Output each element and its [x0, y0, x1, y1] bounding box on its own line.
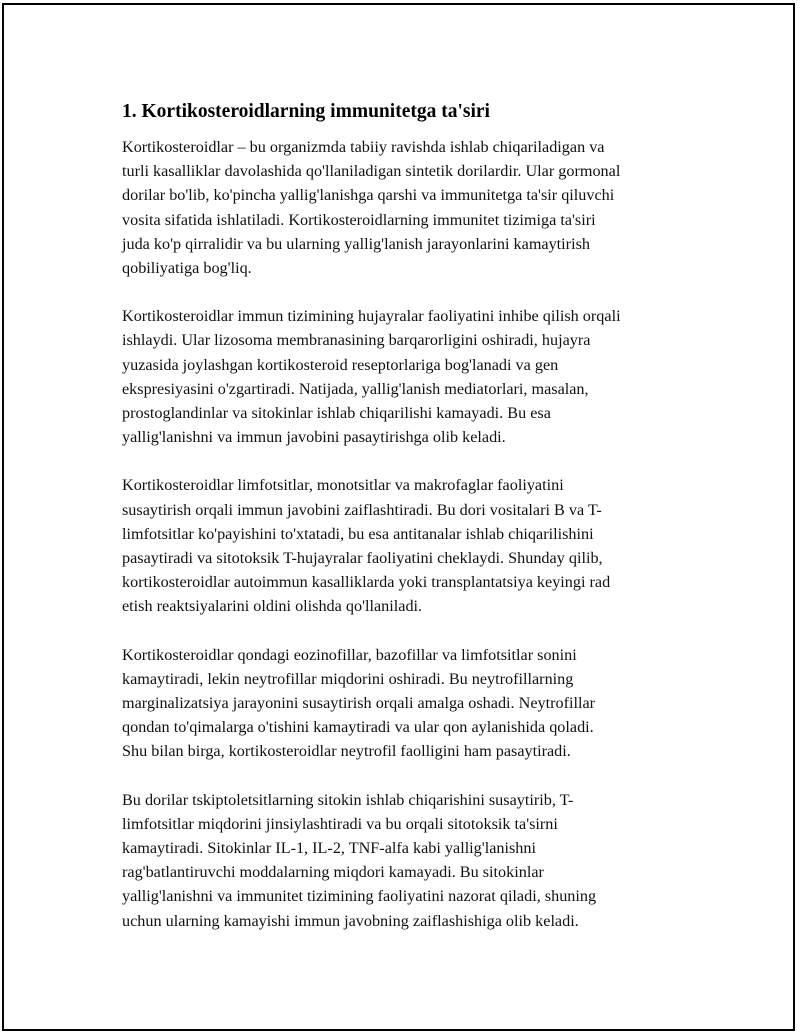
paragraph-line: pasaytiradi va sitotoksik T-hujayralar faoliyatini cheklaydi. Shunday qilib,: [122, 549, 603, 568]
paragraph-line: Kortikosteroidlar limfotsitlar, monotsitlar va makrofaglar faoliyatini: [122, 476, 564, 495]
paragraph-line: prostoglandinlar va sitokinlar ishlab chiqarilishi kamayadi. Bu esa: [122, 404, 551, 423]
paragraph-line: Shu bilan birga, kortikosteroidlar neytrofil faolligini ham pasaytiradi.: [122, 742, 571, 761]
paragraph-line: Kortikosteroidlar qondagi eozinofillar, bazofillar va limfotsitlar sonini: [122, 645, 577, 664]
paragraph-line: juda ko'p qirralidir va bu ularning yallig'lanish jarayonlarini kamaytirish: [122, 234, 590, 253]
paragraph-line: limfotsitlar ko'payishini to'xtatadi, bu esa antitanalar ishlab chiqarilishini: [122, 524, 594, 543]
paragraph-line: limfotsitlar miqdorini jinsiylashtiradi va bu orqali sitotoksik ta'sirni: [122, 814, 558, 833]
paragraph-line: vosita sifatida ishlatiladi. Kortikosteroidlarning immunitet tizimiga ta'siri: [122, 210, 596, 229]
paragraph-line: kamaytiradi, lekin neytrofillar miqdorini oshiradi. Bu neytrofillarning: [122, 669, 574, 688]
paragraph-line: ishlaydi. Ular lizosoma membranasining barqarorligini oshiradi, hujayra: [122, 331, 591, 350]
paragraph-line: Kortikosteroidlar – bu organizmda tabiiy ravishda ishlab chiqariladigan va: [122, 138, 605, 156]
paragraph-line: turli kasalliklar davolashida qo'llaniladigan sintetik dorilardir. Ular gormonal: [122, 162, 621, 181]
paragraph-line: yuzasida joylashgan kortikosteroid reseptorlariga bog'lanadi va gen: [122, 355, 559, 374]
paragraph: [122, 643, 692, 764]
paragraph-line: qondan to'qimalarga o'tishini kamaytiradi va ular qon aylanishida qoladi.: [122, 718, 594, 737]
paragraph-line: kortikosteroidlar autoimmun kasalliklarda yoki transplantatsiya keyingi rad: [122, 573, 611, 592]
paragraph-line: susaytirish orqali immun javobini zaiflashtiradi. Bu dori vositalari B va T-: [122, 500, 602, 519]
paragraph-list: [122, 135, 692, 933]
paragraph-line: dorilar bo'lib, ko'pincha yallig'lanishga qarshi va immunitetga ta'sir qiluvchi: [122, 186, 615, 205]
paragraph-line: qobiliyatiga bog'liq.: [122, 259, 252, 278]
paragraph-line: Bu dorilar tskiptoletsitlarning sitokin ishlab chiqarishini susaytirib, T-: [122, 790, 574, 809]
paragraph: [122, 788, 692, 933]
paragraph-line: ekspresiyasini o'zgartiradi. Natijada, yallig'lanish mediatorlari, masalan,: [122, 379, 589, 398]
paragraph-line: Kortikosteroidlar immun tizimining hujayralar faoliyatini inhibe qilish orqali: [122, 307, 621, 326]
document-body: [122, 99, 692, 957]
paragraph: [122, 473, 692, 618]
section-heading: 1. Kortikosteroidlarning immunitetga ta'siri: [122, 101, 490, 122]
paragraph: [122, 304, 692, 449]
paragraph-line: kamaytiradi. Sitokinlar IL-1, IL-2, TNF-alfa kabi yallig'lanishni: [122, 839, 536, 858]
paragraph-line: yallig'lanishni va immun javobini pasaytirishga olib keladi.: [122, 428, 506, 447]
paragraph-line: uchun ularning kamayishi immun javobning zaiflashishiga olib keladi.: [122, 911, 579, 930]
paragraph-line: yallig'lanishni va immunitet tizimining faoliyatini nazorat qiladi, shuning: [122, 887, 597, 906]
paragraph: [122, 135, 692, 280]
paragraph-line: marginalizatsiya jarayonini susaytirish orqali amalga oshadi. Neytrofillar: [122, 694, 596, 713]
page-frame: [2, 3, 795, 1031]
paragraph-line: rag'batlantiruvchi moddalarning miqdori kamayadi. Bu sitokinlar: [122, 863, 544, 882]
paragraph-line: etish reaktsiyalarini oldini olishda qo'llaniladi.: [122, 597, 423, 616]
